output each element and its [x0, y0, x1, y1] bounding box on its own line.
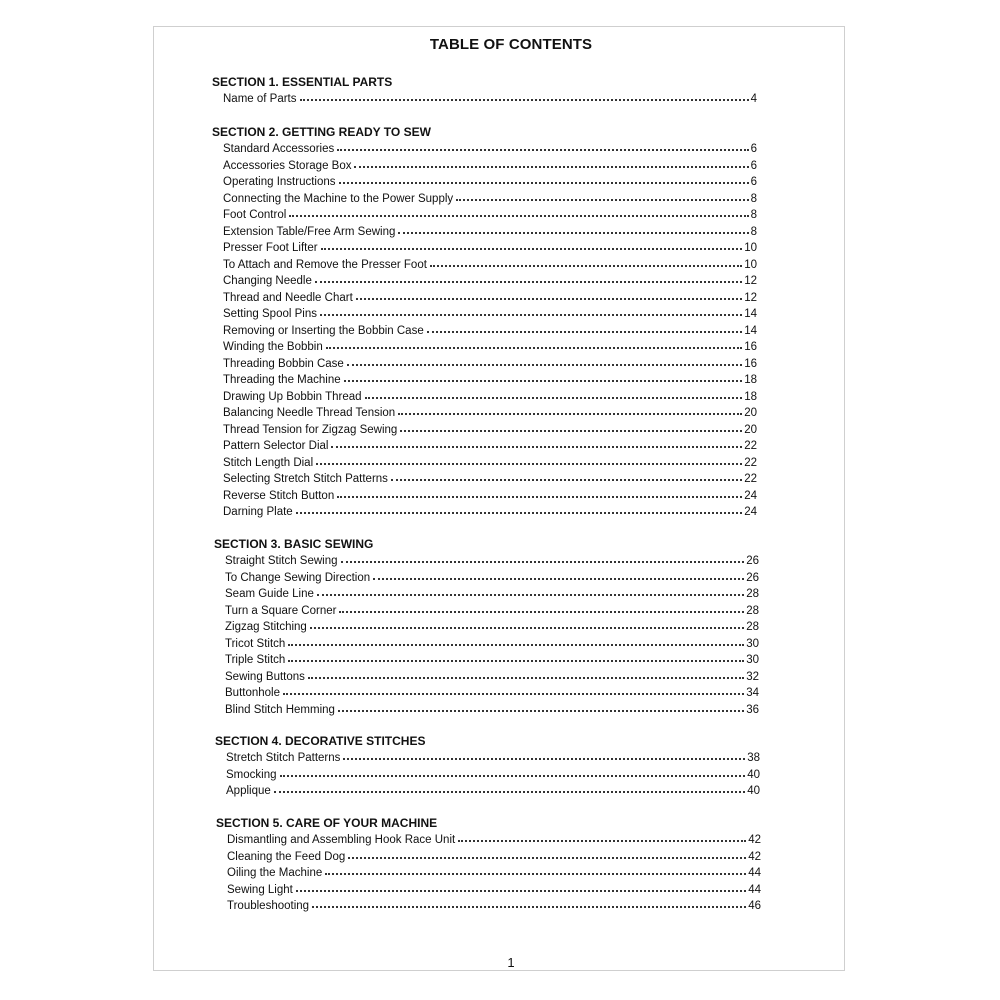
toc-entry	[212, 91, 757, 108]
entry-page-number: 40	[747, 785, 760, 797]
entry-label: Sewing Light	[227, 883, 293, 896]
entry-label: Triple Stitch	[225, 654, 286, 666]
entry-page-number: 4	[750, 93, 757, 105]
dot-leader	[316, 459, 742, 465]
dot-leader	[427, 327, 742, 333]
entry-page-number: 30	[746, 654, 759, 666]
entry-page-number: 6	[750, 176, 757, 188]
entry-page-number: 12	[744, 291, 757, 304]
entry-label: Troubleshooting	[227, 900, 310, 912]
dot-leader	[400, 426, 742, 432]
toc-entry	[212, 422, 757, 439]
dot-leader	[289, 211, 748, 217]
dot-leader	[274, 787, 745, 793]
toc-section	[216, 815, 761, 915]
toc-entry	[214, 636, 759, 653]
entry-label: Stitch Length Dial	[223, 456, 314, 469]
entry-label: To Change Sewing Direction	[225, 571, 371, 584]
entry-label: Thread and Needle Chart	[223, 291, 353, 304]
dot-leader	[391, 475, 742, 481]
entry-page-number: 10	[744, 258, 757, 271]
entry-label: Extension Table/Free Arm Sewing	[223, 225, 396, 238]
dot-leader	[280, 771, 746, 777]
dot-leader	[296, 508, 743, 514]
dot-leader	[288, 640, 744, 646]
dot-leader	[456, 195, 748, 201]
dot-leader	[339, 607, 744, 613]
dot-leader	[348, 853, 746, 859]
dot-leader	[356, 294, 742, 300]
toc-entry	[212, 191, 757, 208]
entry-page-number: 6	[750, 159, 757, 172]
entry-page-number: 36	[746, 703, 759, 716]
entry-label: Pattern Selector Dial	[223, 440, 329, 452]
entry-page-number: 12	[744, 275, 757, 287]
dot-leader	[317, 590, 744, 596]
toc-entry	[212, 372, 757, 389]
toc-entry	[214, 553, 759, 570]
toc-entry	[212, 405, 757, 422]
entry-label: Removing or Inserting the Bobbin Case	[223, 324, 424, 337]
entry-page-number: 40	[747, 768, 760, 781]
dot-leader	[325, 869, 746, 875]
entry-page-number: 30	[746, 637, 759, 650]
toc-entry	[214, 685, 759, 702]
dot-leader	[310, 623, 744, 629]
entry-page-number: 10	[744, 242, 757, 254]
entry-label: Applique	[226, 785, 271, 797]
dot-leader	[326, 343, 742, 349]
entry-label: Foot Control	[223, 209, 287, 221]
entry-page-number: 14	[744, 324, 757, 337]
page-number: 1	[507, 955, 515, 970]
entry-label: Straight Stitch Sewing	[225, 555, 338, 567]
entry-label: Seam Guide Line	[225, 588, 314, 600]
dot-leader	[312, 902, 746, 908]
toc-entry	[216, 865, 761, 882]
toc-section	[214, 536, 759, 718]
entry-label: Zigzag Stitching	[225, 621, 307, 633]
entry-page-number: 26	[746, 555, 759, 567]
toc-entry	[214, 570, 759, 587]
entry-page-number: 18	[744, 374, 757, 386]
dot-leader	[341, 557, 745, 563]
entry-label: Winding the Bobbin	[223, 341, 323, 353]
dot-leader	[300, 95, 749, 101]
entry-page-number: 34	[746, 687, 759, 699]
entry-page-number: 8	[750, 225, 757, 238]
page-title: TABLE OF CONTENTS	[429, 36, 593, 53]
entry-label: Cleaning the Feed Dog	[227, 850, 346, 863]
entry-label: Smocking	[226, 768, 277, 781]
toc-entry	[212, 438, 757, 455]
toc-entry	[212, 306, 757, 323]
dot-leader	[321, 244, 743, 250]
dot-leader	[339, 178, 749, 184]
toc-entry	[214, 619, 759, 636]
dot-leader	[354, 162, 748, 168]
entry-label: Name of Parts	[223, 93, 297, 105]
entry-page-number: 24	[744, 506, 757, 518]
toc-entry	[212, 207, 757, 224]
entry-label: Dismantling and Assembling Hook Race Unit	[227, 834, 456, 846]
entry-page-number: 8	[750, 209, 757, 221]
entry-page-number: 28	[746, 604, 759, 617]
toc-entry	[212, 455, 757, 472]
entry-page-number: 42	[748, 850, 761, 863]
dot-leader	[344, 376, 743, 382]
toc-entry	[214, 669, 759, 686]
entry-page-number: 42	[748, 834, 761, 846]
entry-page-number: 44	[748, 883, 761, 896]
toc-entry	[212, 389, 757, 406]
toc-entry	[214, 652, 759, 669]
toc-entry	[212, 504, 757, 521]
toc-section	[212, 74, 757, 108]
toc-entry	[216, 882, 761, 899]
entry-page-number: 26	[746, 571, 759, 584]
section-heading: SECTION 3. BASIC SEWING	[214, 537, 374, 551]
entry-label: To Attach and Remove the Presser Foot	[223, 258, 427, 271]
dot-leader	[337, 492, 742, 498]
entry-page-number: 18	[744, 390, 757, 403]
toc-entry	[214, 702, 759, 719]
entry-label: Tricot Stitch	[225, 637, 286, 650]
entry-label: Drawing Up Bobbin Thread	[223, 390, 362, 403]
entry-label: Darning Plate	[223, 506, 293, 518]
entry-label: Thread Tension for Zigzag Sewing	[223, 423, 398, 436]
toc-entry	[212, 224, 757, 241]
toc-entry	[216, 832, 761, 849]
dot-leader	[343, 754, 745, 760]
entry-page-number: 32	[746, 670, 759, 683]
toc-section	[212, 124, 757, 521]
entry-label: Changing Needle	[223, 275, 312, 287]
toc-entry	[215, 767, 760, 784]
toc-entry	[212, 141, 757, 158]
entry-page-number: 38	[747, 752, 760, 764]
entry-label: Selecting Stretch Stitch Patterns	[223, 473, 388, 485]
entry-page-number: 46	[748, 900, 761, 912]
toc-section	[215, 733, 760, 800]
entry-page-number: 22	[744, 473, 757, 485]
dot-leader	[337, 145, 748, 151]
dot-leader	[296, 886, 746, 892]
toc-entry	[212, 257, 757, 274]
entry-label: Threading the Machine	[223, 374, 341, 386]
entry-page-number: 20	[744, 407, 757, 419]
entry-label: Blind Stitch Hemming	[225, 703, 335, 716]
entry-page-number: 24	[744, 489, 757, 502]
toc-entry	[212, 174, 757, 191]
entry-label: Standard Accessories	[223, 143, 335, 155]
dot-leader	[331, 442, 742, 448]
entry-label: Turn a Square Corner	[225, 604, 337, 617]
entry-label: Connecting the Machine to the Power Supply	[223, 192, 454, 205]
toc-entry	[215, 750, 760, 767]
entry-page-number: 16	[744, 357, 757, 370]
dot-leader	[398, 228, 748, 234]
entry-label: Reverse Stitch Button	[223, 489, 335, 502]
toc-entry	[216, 849, 761, 866]
entry-page-number: 22	[744, 440, 757, 452]
entry-label: Setting Spool Pins	[223, 308, 317, 320]
entry-label: Balancing Needle Thread Tension	[223, 407, 396, 419]
toc-entry	[212, 158, 757, 175]
entry-page-number: 16	[744, 341, 757, 353]
toc-entry	[215, 783, 760, 800]
dot-leader	[347, 360, 742, 366]
dot-leader	[373, 574, 744, 580]
entry-label: Presser Foot Lifter	[223, 242, 318, 254]
entry-page-number: 22	[744, 456, 757, 469]
entry-label: Accessories Storage Box	[223, 159, 352, 172]
section-heading: SECTION 2. GETTING READY TO SEW	[212, 125, 431, 139]
dot-leader	[320, 310, 742, 316]
entry-page-number: 28	[746, 588, 759, 600]
entry-label: Sewing Buttons	[225, 670, 305, 683]
toc-entry	[212, 471, 757, 488]
toc-entry	[212, 323, 757, 340]
entry-page-number: 20	[744, 423, 757, 436]
dot-leader	[288, 656, 744, 662]
dot-leader	[398, 409, 742, 415]
entry-label: Oiling the Machine	[227, 867, 323, 879]
dot-leader	[308, 673, 744, 679]
entry-label: Stretch Stitch Patterns	[226, 752, 341, 764]
dot-leader	[430, 261, 742, 267]
dot-leader	[365, 393, 743, 399]
toc-entry	[212, 339, 757, 356]
toc-entry	[216, 898, 761, 915]
document-page	[153, 26, 845, 971]
dot-leader	[315, 277, 742, 283]
entry-page-number: 44	[748, 867, 761, 879]
toc-entry	[214, 586, 759, 603]
toc-entry	[212, 273, 757, 290]
dot-leader	[283, 689, 744, 695]
entry-page-number: 6	[750, 143, 757, 155]
section-heading: SECTION 4. DECORATIVE STITCHES	[215, 734, 426, 748]
entry-label: Buttonhole	[225, 687, 280, 699]
toc-entry	[212, 290, 757, 307]
toc-entry	[212, 488, 757, 505]
dot-leader	[458, 836, 746, 842]
toc-entry	[212, 240, 757, 257]
entry-label: Threading Bobbin Case	[223, 357, 344, 370]
entry-page-number: 8	[750, 192, 757, 205]
entry-label: Operating Instructions	[223, 176, 336, 188]
section-heading: SECTION 5. CARE OF YOUR MACHINE	[216, 816, 438, 830]
entry-page-number: 14	[744, 308, 757, 320]
dot-leader	[338, 706, 744, 712]
toc-entry	[214, 603, 759, 620]
section-heading: SECTION 1. ESSENTIAL PARTS	[212, 75, 393, 89]
entry-page-number: 28	[746, 621, 759, 633]
toc-entry	[212, 356, 757, 373]
